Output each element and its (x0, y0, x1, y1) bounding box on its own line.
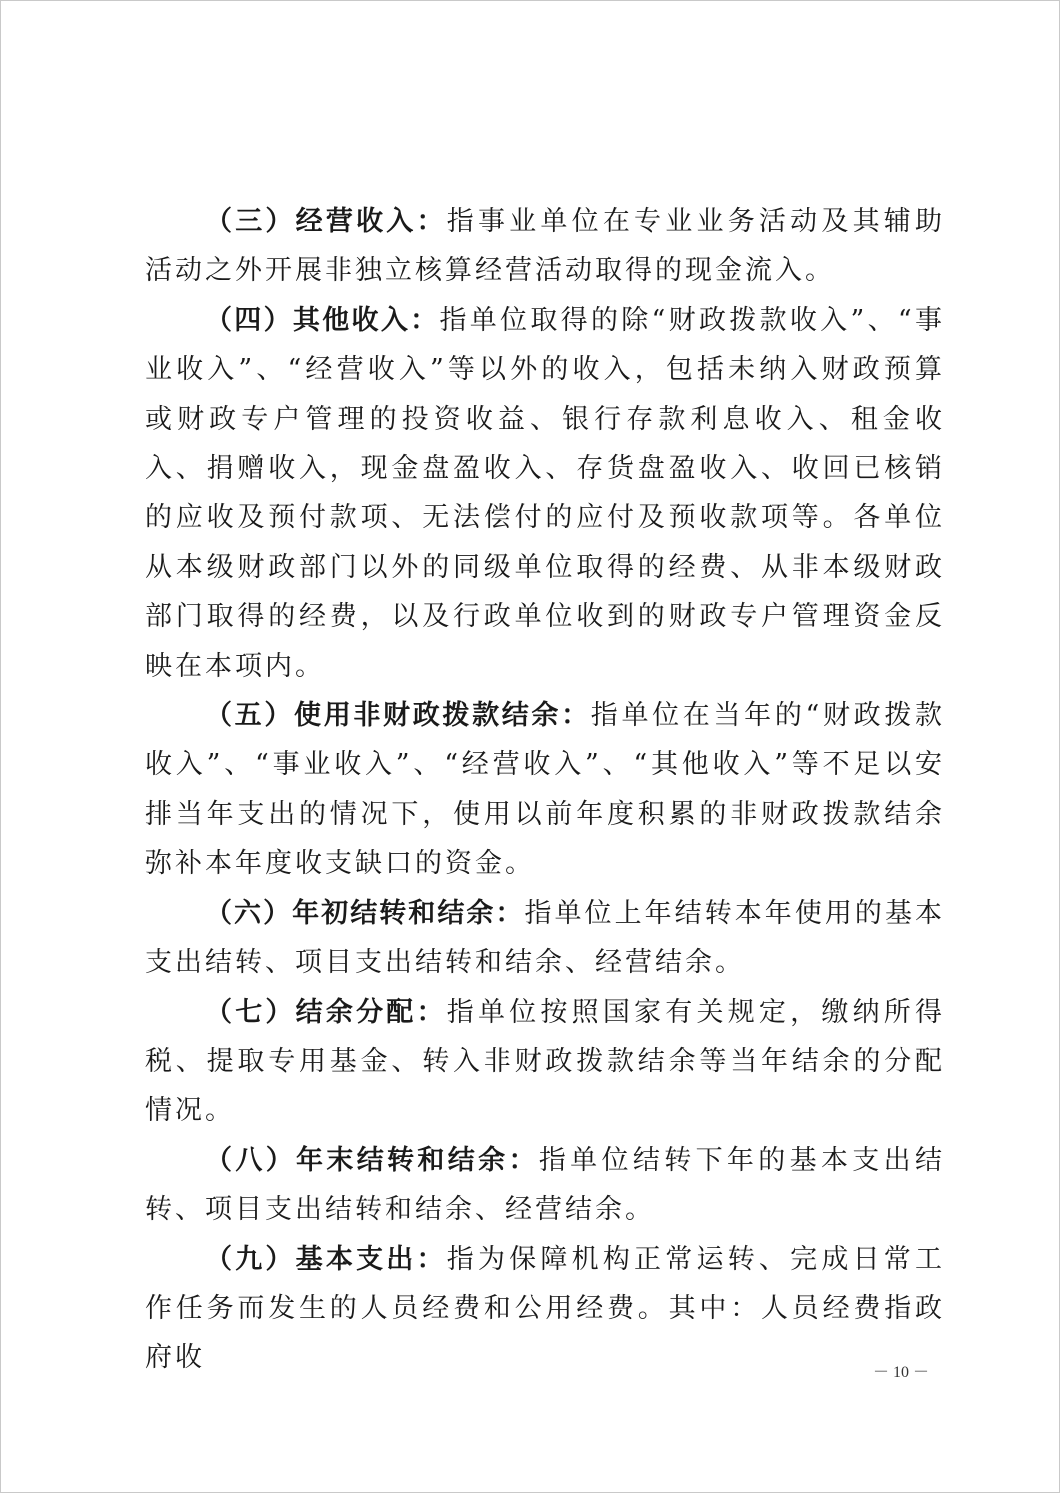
paragraph-closing-carryover (145, 1136, 945, 1235)
paragraph-text: 指单位结转下年的基本支出结转、项目支出结转和结余、经营结余。 (145, 1144, 946, 1226)
paragraph-text: 指单位在当年的“财政拨款收入”、“事业收入”、“经营收入”、“其他收入”等不足以安排当年支出的情况下，使用以前年度积累的非财政拨款结余弥补本年度收支缺口的资金。 (145, 700, 946, 880)
paragraph-text: 指事业单位在专业业务活动及其辅助活动之外开展非独立核算经营活动取得的现金流入。 (145, 206, 946, 287)
term-heading: （四）其他收入： (205, 304, 440, 336)
paragraph-other-income (145, 296, 945, 691)
paragraph-text: 指单位上年结转本年使用的基本支出结转、项目支出结转和结余、经营结余。 (145, 897, 946, 979)
paragraph-operating-income (145, 197, 945, 296)
paragraph-text: 指为保障机构正常运转、完成日常工作任务而发生的人员经费和公用经费。其中：人员经费指政府收 (145, 1243, 946, 1374)
paragraph-surplus-distribution (145, 988, 945, 1136)
paragraph-basic-expenditure (145, 1235, 945, 1383)
page-number: － 10 － (872, 1364, 929, 1381)
paragraph-text: 指单位取得的除“财政拨款收入”、“事业收入”、“经营收入”等以外的收入，包括未纳入财政预算或财政专户管理的投资收益、银行存款利息收入、租金收入、捐赠收入，现金盘盈收入、存货盘盈收入、收回已核销的应收及预付款项、无法偿付的应付及预收款项等。各单位从本级财政部门以外的同级单位取得的经费、从非本级财政部门取得的经费，以及行政单位收到的财政专户管理资金反映在本项内。 (145, 304, 945, 682)
term-heading: （六）年初结转和结余： (205, 897, 525, 929)
term-heading: （七）结余分配： (205, 996, 447, 1028)
paragraph-non-fiscal-surplus-use (145, 691, 945, 889)
term-heading: （三）经营收入： (205, 206, 447, 237)
paragraph-text: 指单位按照国家有关规定，缴纳所得税、提取专用基金、转入非财政拨款结余等当年结余的分配情况。 (145, 996, 946, 1127)
term-heading: （八）年末结转和结余： (205, 1144, 539, 1176)
term-heading: （九）基本支出： (205, 1243, 447, 1275)
body-text (145, 197, 945, 1383)
term-heading: （五）使用非财政拨款结余： (205, 700, 591, 732)
paragraph-opening-carryover (145, 889, 945, 988)
